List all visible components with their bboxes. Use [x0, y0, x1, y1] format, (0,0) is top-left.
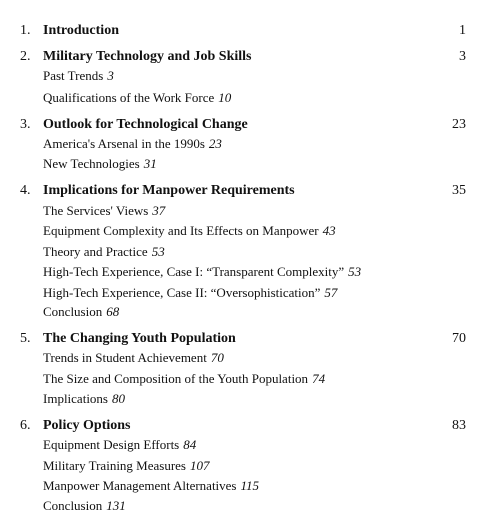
section-entry: [43, 242, 165, 262]
chapter-title: Policy Options: [43, 418, 131, 433]
chapter-page: 1: [459, 23, 466, 38]
section-entry: [43, 88, 231, 108]
section-title: High-Tech Experience, Case I: “Transparent Complexity”: [43, 264, 345, 279]
section-title: High-Tech Experience, Case II: “Oversophistication”: [43, 285, 321, 300]
section-entry: [43, 302, 119, 322]
section-entry: [43, 66, 114, 86]
section-page: 131: [106, 498, 126, 513]
chapter-page: 83: [452, 418, 466, 433]
section-row: [0, 66, 499, 86]
chapter-title: Implications for Manpower Requirements: [43, 183, 295, 198]
section-title: America's Arsenal in the 1990s: [43, 136, 205, 151]
section-entry: [43, 134, 222, 154]
chapter-number: 2.: [20, 49, 31, 64]
chapter-row: [0, 181, 499, 201]
chapter-number: 5.: [20, 331, 31, 346]
chapter-row: [0, 329, 499, 349]
section-title: Implications: [43, 391, 108, 406]
section-row: [0, 348, 499, 368]
section-title: Theory and Practice: [43, 244, 148, 259]
chapter-row: [0, 115, 499, 135]
chapter-number: 3.: [20, 117, 31, 132]
section-page: 53: [348, 264, 362, 279]
section-entry: [43, 369, 325, 389]
section-entry: [43, 283, 337, 303]
section-page: 115: [240, 478, 260, 493]
section-entry: [43, 348, 224, 368]
section-page: 31: [143, 156, 157, 171]
section-title: New Technologies: [43, 156, 140, 171]
section-page: 37: [152, 203, 166, 218]
chapter-page: 35: [452, 183, 466, 198]
section-page: 23: [208, 136, 222, 151]
section-title: Equipment Design Efforts: [43, 437, 180, 452]
section-entry: [43, 201, 165, 221]
section-row: [0, 435, 499, 455]
section-title: Military Training Measures: [43, 458, 186, 473]
section-title: Conclusion: [43, 304, 103, 319]
section-entry: [43, 389, 125, 409]
section-row: [0, 496, 499, 516]
section-page: 10: [218, 90, 232, 105]
chapter-page: 23: [452, 117, 466, 132]
section-row: [0, 369, 499, 389]
section-title: Trends in Student Achievement: [43, 350, 207, 365]
section-entry: [43, 435, 196, 455]
section-page: 107: [190, 458, 210, 473]
chapter-page: 70: [452, 331, 466, 346]
section-title: Qualifications of the Work Force: [43, 90, 215, 105]
chapter-title: Outlook for Technological Change: [43, 117, 248, 132]
section-row: [0, 456, 499, 476]
section-entry: [43, 154, 157, 174]
section-title: Past Trends: [43, 68, 104, 83]
section-row: [0, 242, 499, 262]
section-page: 3: [107, 68, 114, 83]
section-entry: [43, 221, 336, 241]
chapter-page: 3: [459, 49, 466, 64]
section-entry: [43, 262, 361, 282]
chapter-number: 1.: [20, 23, 31, 38]
section-page: 84: [183, 437, 197, 452]
section-row: [0, 201, 499, 221]
section-title: Manpower Management Alternatives: [43, 478, 237, 493]
section-entry: [43, 476, 259, 496]
section-title: The Services' Views: [43, 203, 149, 218]
section-row: [0, 221, 499, 241]
section-row: [0, 88, 499, 108]
section-entry: [43, 496, 126, 516]
section-row: [0, 476, 499, 496]
section-row: [0, 389, 499, 409]
section-page: 80: [112, 391, 125, 406]
section-row: [0, 283, 499, 303]
section-row: [0, 302, 499, 322]
section-page: 74: [312, 371, 326, 386]
section-row: [0, 262, 499, 282]
chapter-number: 4.: [20, 183, 31, 198]
section-row: [0, 154, 499, 174]
section-page: 68: [106, 304, 120, 319]
section-page: 57: [324, 285, 338, 300]
section-page: 53: [151, 244, 165, 259]
section-entry: [43, 456, 210, 476]
section-title: Equipment Complexity and Its Effects on Manpower: [43, 223, 319, 238]
chapter-row: [0, 21, 499, 41]
chapter-title: Military Technology and Job Skills: [43, 49, 252, 64]
section-row: [0, 134, 499, 154]
section-title: Conclusion: [43, 498, 103, 513]
chapter-number: 6.: [20, 418, 31, 433]
section-page: 43: [322, 223, 336, 238]
chapter-title: The Changing Youth Population: [43, 331, 236, 346]
chapter-row: [0, 47, 499, 67]
chapter-row: [0, 416, 499, 436]
section-title: The Size and Composition of the Youth Population: [43, 371, 309, 386]
section-page: 70: [210, 350, 224, 365]
chapter-title: Introduction: [43, 23, 119, 38]
